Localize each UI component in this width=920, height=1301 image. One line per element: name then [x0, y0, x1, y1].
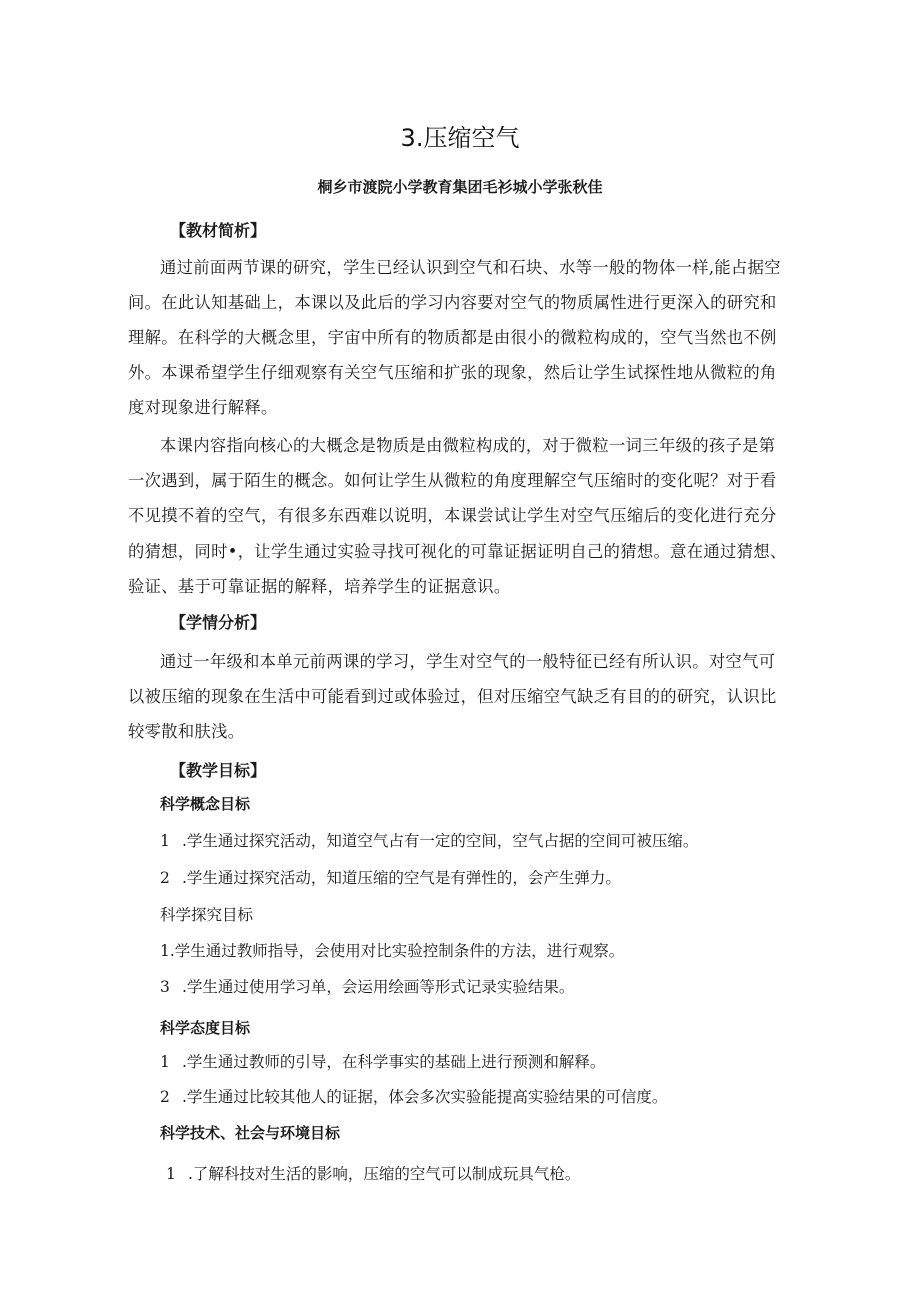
goal-item	[160, 975, 574, 997]
goal-item-text: .学生通过探究活动，知道压缩的空气是有弹性的，会产生弹力。	[182, 869, 621, 887]
paragraph-line: 不见摸不着的空气，有很多东西难以说明，本课尝试让学生对空气压缩后的变化进行充分	[128, 506, 777, 525]
paragraph-line: 本课内容指向核心的大概念是物质是由微粒构成的，对于微粒一词三年级的孩子是第	[160, 436, 776, 455]
paragraph-line: 间。在此认知基础上，本课以及此后的学习内容要对空气的物质属性进行更深入的研究和	[128, 293, 777, 312]
paragraph-line: 验证、基于可靠证据的解释，培养学生的证据意识。	[128, 577, 511, 596]
goal-item-number: 3	[160, 978, 170, 996]
goal-item-text: .学生通过比较其他人的证据，体会多次实验能提高实验结果的可信度。	[182, 1088, 668, 1106]
goal-group-title-concept: 科学概念目标	[160, 795, 251, 813]
section-heading-goals: 【教学目标】	[170, 761, 267, 780]
goal-item-number: 1	[160, 1053, 170, 1071]
paragraph-line: 通过前面两节课的研究，学生已经认识到空气和石块、水等一般的物体一样,能占据空	[160, 258, 781, 277]
paragraph-line: 以被压缩的现象在生活中可能看到过或体验过，但对压缩空气缺乏有目的的研究，认识比	[128, 687, 777, 706]
goal-item	[166, 1162, 580, 1184]
paragraph-line: 通过一年级和本单元前两课的学习，学生对空气的一般特征已经有所认识。对空气可	[160, 652, 776, 671]
paragraph-line: 的猜想，同时•，让学生通过实验寻找可视化的可靠证据证明自己的猜想。意在通过猜想、	[128, 542, 787, 561]
goal-item-text: .学生通过使用学习单，会运用绘画等形式记录实验结果。	[182, 978, 575, 996]
goal-item	[160, 939, 624, 961]
goal-item-number: 1	[160, 832, 170, 850]
paragraph-line: 度对现象进行解释。	[128, 398, 278, 417]
document-title: 3.压缩空气	[400, 124, 520, 152]
goal-item-text: 学生通过教师指导，会使用对比实验控制条件的方法，进行观察。	[174, 942, 625, 960]
section-heading-textbook: 【教材简析】	[170, 221, 267, 240]
paragraph-line: 外。本课希望学生仔细观察有关空气压缩和扩张的现象，然后让学生试探性地从微粒的角	[128, 363, 777, 382]
goal-item-number: 2	[160, 1088, 170, 1106]
paragraph-line: 一次遇到，属于陌生的概念。如何让学生从微粒的角度理解空气压缩时的变化呢？对于看	[128, 471, 777, 490]
goal-item-text: .学生通过探究活动，知道空气占有一定的空间，空气占据的空间可被压缩。	[182, 832, 699, 850]
goal-group-title-attitude: 科学态度目标	[160, 1019, 251, 1037]
goal-item-number: 2	[160, 869, 170, 887]
paragraph-line: 较零散和肤浅。	[128, 722, 245, 741]
goal-item	[160, 1085, 667, 1107]
goal-item-number: 1.	[160, 942, 175, 960]
goal-group-title-stse: 科学技术、社会与环境目标	[160, 1124, 341, 1142]
goal-item-text: .了解科技对生活的影响，压缩的空气可以制成玩具气枪。	[188, 1165, 581, 1183]
goal-item-text: .学生通过教师的引导，在科学事实的基础上进行预测和解释。	[182, 1053, 606, 1071]
goal-item	[160, 866, 621, 888]
goal-group-title-inquiry: 科学探究目标	[160, 906, 254, 924]
goal-item-number: 1	[166, 1165, 176, 1183]
paragraph-line: 理解。在科学的大概念里，宇宙中所有的物质都是由很小的微粒构成的，空气当然也不例	[128, 328, 777, 347]
goal-item	[160, 1050, 605, 1072]
author-line: 桐乡市渡院小学教育集团毛衫城小学张秋佳	[317, 178, 603, 196]
section-heading-learner: 【学情分析】	[170, 613, 267, 632]
goal-item	[160, 829, 698, 851]
